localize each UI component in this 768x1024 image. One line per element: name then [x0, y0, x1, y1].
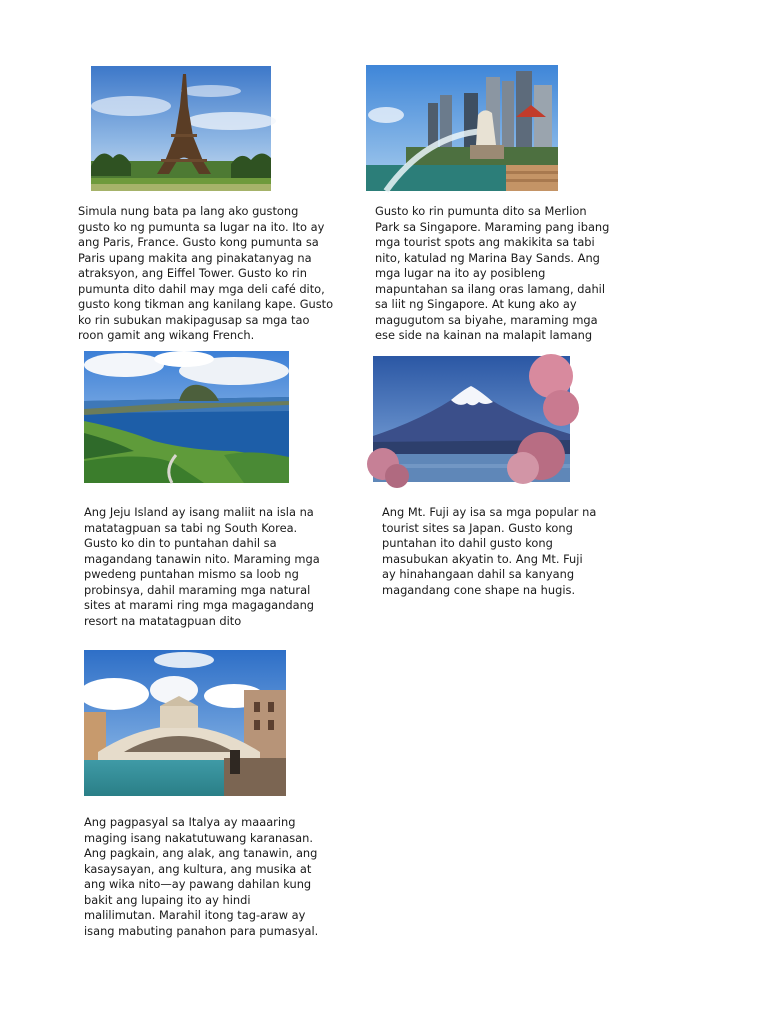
paragraph-italy: Ang pagpasyal sa Italya ay maaaring maging isang nakatutuwang karanasan. Ang pagkain, ang alak, ang tanawin, ang kasaysayan, ang kultura, ang musika at ang wika nito—ay pawang dahilan kung bakit ang lupaing ito ay hindi malilimutan. Marahil itong tag-araw ay isang mabuting panahon para pumasyal. [84, 815, 319, 938]
paragraph-singapore: Gusto ko rin pumunta dito sa Merlion Park sa Singapore. Maraming pang ibang mga tourist spots ang makikita sa tabi nito, katulad ng Marina Bay Sands. Ang mga lugar na ito ay posibleng mapuntahan sa ilang oras lamang, dahil sa liit ng Singapore. At kung ako ay magugutom sa biyahe, maraming mga ese side na kainan na malapit lamang [375, 204, 610, 342]
eiffel-tower-photo [91, 66, 271, 191]
jeju-island-photo [84, 351, 289, 483]
rialto-bridge-photo [84, 650, 286, 796]
paragraph-paris: Simula nung bata pa lang ako gustong gusto ko ng pumunta sa lugar na ito. Ito ay ang Paris, France. Gusto kong pumunta sa Paris upang makita ang pinakatanyag na atraksyon, ang Eiffel Tower. Gusto ko rin pumunta dito dahil may mga deli café dito, gusto kong tikman ang kanilang kape. Gusto ko rin subukan makipagusap sa mga tao roon gamit ang wikang French. [78, 204, 334, 342]
paragraph-jeju: Ang Jeju Island ay isang maliit na isla na matatagpuan sa tabi ng South Korea. Gusto ko din to puntahan dahil sa magandang tanawin nito. Maraming mga pwedeng puntahan mismo sa loob ng probinsya, dahil maraming mga natural sites at marami ring mga magagandang resort na matatagpuan dito [84, 505, 320, 628]
paragraph-fuji: Ang Mt. Fuji ay isa sa mga popular na tourist sites sa Japan. Gusto kong puntahan ito dahil gusto kong masubukan akyatin to. Ang Mt. Fuji ay hinahangaan dahil sa kanyang magandang cone shape na hugis. [382, 505, 597, 597]
mt-fuji-photo [373, 356, 570, 482]
merlion-park-photo [366, 65, 558, 191]
